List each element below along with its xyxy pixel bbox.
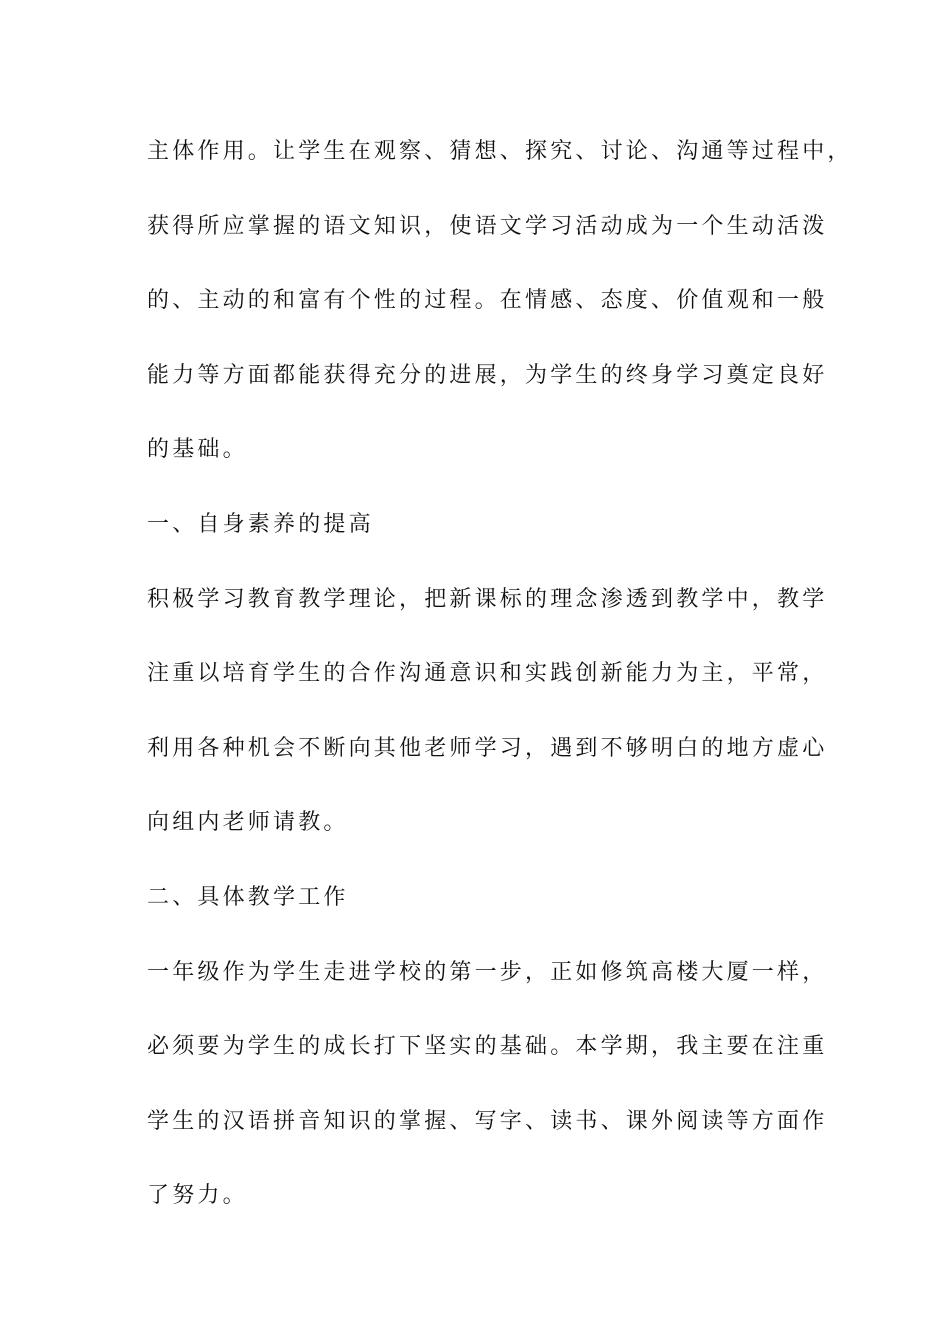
- section-heading: 一、自身素养的提高: [147, 511, 374, 537]
- paragraph-line: 获得所应掌握的语文知识，使语文学习活动成为一个生动活泼: [147, 213, 828, 239]
- document-body: [147, 130, 853, 1249]
- paragraph-line: 能力等方面都能获得充分的进展，为学生的终身学习奠定良好: [147, 362, 828, 388]
- paragraph-line: 主体作用。让学生在观察、猜想、探究、讨论、沟通等过程中，: [147, 139, 853, 164]
- paragraph-line: 必须要为学生的成长打下坚实的基础。本学期，我主要在注重: [147, 1034, 828, 1060]
- paragraph-line: 利用各种机会不断向其他老师学习，遇到不够明白的地方虚心: [147, 735, 828, 761]
- paragraph-line: 向组内老师请教。: [147, 810, 349, 836]
- section-heading: 二、具体教学工作: [147, 884, 349, 910]
- paragraph-line: 积极学习教育教学理论，把新课标的理念渗透到教学中，教学: [147, 586, 828, 612]
- paragraph-line: 的、主动的和富有个性的过程。在情感、态度、价值观和一般: [147, 288, 828, 314]
- paragraph-line: 的基础。: [147, 437, 248, 463]
- paragraph-line: 了努力。: [147, 1183, 248, 1209]
- paragraph-line: 学生的汉语拼音知识的掌握、写字、读书、课外阅读等方面作: [147, 1108, 828, 1134]
- paragraph-line: 注重以培育学生的合作沟通意识和实践创新能力为主，平常，: [147, 661, 828, 687]
- paragraph-line: 一年级作为学生走进学校的第一步，正如修筑高楼大厦一样，: [147, 959, 828, 985]
